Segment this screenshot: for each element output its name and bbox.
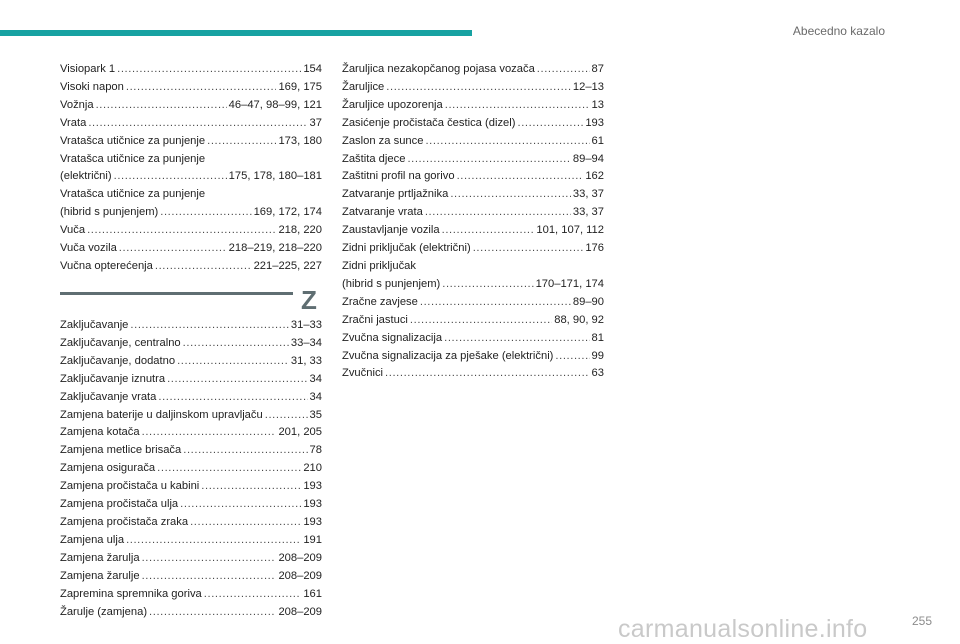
index-entry-row — [342, 133, 604, 151]
index-entry — [342, 240, 604, 258]
index-entry-title: Zvučna signalizacija za pješake (električni) — [342, 349, 554, 362]
index-entry — [60, 514, 322, 532]
index-entry-row — [60, 389, 322, 407]
index-entry — [342, 79, 604, 97]
index-entry-pages: 154 — [303, 63, 322, 75]
index-entry-heading: Zidni priključak — [342, 259, 416, 272]
dot-leader — [420, 294, 571, 312]
index-entry — [342, 97, 604, 115]
index-entry — [60, 151, 322, 187]
index-entry-title: Zamjena žarulje — [60, 569, 140, 582]
index-entry-row — [342, 312, 604, 330]
index-entry-pages: 169, 172, 174 — [253, 206, 322, 219]
dot-leader — [130, 317, 288, 335]
index-entry-title: Zvučna signalizacija — [342, 331, 443, 344]
index-entry-title: Zamjena metlice brisača — [60, 444, 182, 457]
index-entry-pages: 99 — [591, 349, 604, 362]
index-entry-title: Zamjena pročistača u kabini — [60, 480, 200, 493]
index-entry-title: Zamjena ulja — [60, 533, 125, 546]
index-entry-title: Zamjena pročistača ulja — [60, 498, 179, 511]
index-column-z — [60, 317, 322, 621]
index-entry-row — [60, 204, 322, 222]
index-entry-pages: 193 — [303, 515, 322, 528]
index-entry — [60, 389, 322, 407]
index-entry-pages: 37 — [309, 116, 322, 129]
index-entry — [342, 222, 604, 240]
index-entry-row — [60, 335, 322, 353]
index-entry — [60, 371, 322, 389]
index-entry — [342, 168, 604, 186]
index-entry-pages: 34 — [309, 390, 322, 403]
index-entry-title: Žarulje (zamjena) — [60, 605, 148, 618]
dot-leader — [119, 240, 227, 258]
index-entry-title: Zaključavanje — [60, 319, 129, 331]
index-entry-pages: 210 — [303, 462, 322, 475]
index-entry — [60, 222, 322, 240]
index-entry-pages: 31, 33 — [290, 354, 322, 367]
dot-leader — [450, 186, 571, 204]
index-entry-pages: 33–34 — [290, 336, 322, 349]
index-entry — [60, 460, 322, 478]
dot-leader — [126, 532, 301, 550]
dot-leader — [425, 133, 589, 151]
index-entry — [60, 186, 322, 222]
index-entry-row — [342, 294, 604, 312]
index-entry-title: Zvučnici — [342, 367, 384, 380]
index-entry-pages: 175, 178, 180–181 — [228, 170, 322, 183]
index-entry-pages: 169, 175 — [278, 80, 322, 93]
watermark: carmanualsonline.info — [618, 615, 868, 643]
dot-leader — [142, 568, 277, 586]
index-entry-row — [60, 550, 322, 568]
index-entry-pages: 221–225, 227 — [253, 259, 322, 272]
dot-leader — [114, 168, 227, 186]
dot-leader — [442, 276, 533, 294]
index-entry — [342, 312, 604, 330]
index-entry-row — [342, 186, 604, 204]
dot-leader — [442, 222, 535, 240]
index-entry-row — [342, 365, 604, 383]
index-entry — [342, 186, 604, 204]
index-entry — [60, 317, 322, 335]
dot-leader — [126, 79, 277, 97]
index-entry-pages: 61 — [591, 134, 604, 147]
index-entry — [60, 568, 322, 586]
dot-leader — [385, 365, 590, 383]
index-entry-title: Zračni jastuci — [342, 313, 408, 326]
index-entry-title: (električni) — [60, 170, 112, 183]
dot-leader — [445, 97, 590, 115]
index-entry-pages: 78 — [309, 444, 322, 457]
dot-leader — [87, 222, 276, 240]
index-entry-pages: 162 — [585, 170, 604, 183]
dot-leader — [555, 348, 589, 366]
index-entry — [60, 258, 322, 276]
index-entry-row — [60, 442, 322, 460]
index-entry — [60, 424, 322, 442]
index-entry — [60, 532, 322, 550]
dot-leader — [386, 79, 571, 97]
dot-leader — [473, 240, 584, 258]
index-entry-pages: 176 — [585, 242, 604, 255]
index-entry-pages: 89–90 — [572, 295, 604, 308]
index-entry — [60, 97, 322, 115]
index-entry-pages: 161 — [303, 587, 322, 600]
index-entry-title: Vuča vozila — [60, 242, 117, 255]
index-entry-pages: 46–47, 98–99, 121 — [228, 98, 322, 111]
index-entry-row — [342, 115, 604, 133]
index-entry-title: Žaruljice upozorenja — [342, 98, 443, 111]
index-entry-title: Zaštitni profil na gorivo — [342, 170, 455, 183]
index-entry-title: Zaustavljanje vozila — [342, 224, 440, 237]
index-entry-row — [342, 276, 604, 294]
index-entry — [60, 79, 322, 97]
dot-leader — [157, 460, 301, 478]
index-entry-row — [342, 79, 604, 97]
index-entry-title: Zidni priključak (električni) — [342, 242, 471, 255]
index-entry-heading: Vratašca utičnice za punjenje — [60, 152, 206, 165]
index-entry-row — [60, 424, 322, 442]
index-entry — [342, 294, 604, 312]
dot-leader — [207, 133, 276, 151]
index-entry-row — [60, 586, 322, 604]
dot-leader — [444, 330, 589, 348]
index-entry-pages: 31–33 — [290, 319, 322, 331]
index-entry-row — [60, 371, 322, 389]
index-entry-title: Zaslon za sunce — [342, 134, 424, 147]
index-entry-row — [342, 97, 604, 115]
index-entry-pages: 201, 205 — [278, 426, 322, 439]
dot-leader — [117, 61, 301, 79]
index-entry-row — [60, 407, 322, 425]
index-entry-pages: 170–171, 174 — [535, 277, 604, 290]
index-entry-row — [60, 61, 322, 79]
index-entry-title: Žaruljice — [342, 80, 385, 93]
index-entry — [60, 335, 322, 353]
dot-leader — [183, 335, 289, 353]
index-entry-row — [60, 240, 322, 258]
index-entry — [342, 258, 604, 294]
dot-leader — [183, 442, 307, 460]
index-entry-row — [60, 514, 322, 532]
index-entry-pages: 13 — [591, 98, 604, 111]
dot-leader — [142, 424, 277, 442]
index-entry-row — [342, 151, 604, 169]
index-column-right — [342, 61, 604, 383]
dot-leader — [160, 204, 251, 222]
dot-leader — [201, 478, 301, 496]
index-entry-pages: 208–209 — [278, 551, 322, 564]
dot-leader — [517, 115, 583, 133]
index-entry-row — [342, 61, 604, 79]
index-entry-title: Zaključavanje iznutra — [60, 372, 166, 385]
index-entry-row — [60, 353, 322, 371]
index-entry-row — [60, 97, 322, 115]
section-divider — [60, 292, 293, 295]
index-entry — [60, 604, 322, 622]
index-entry-title: Vuča — [60, 224, 86, 237]
index-entry-pages: 81 — [591, 331, 604, 344]
dot-leader — [158, 389, 307, 407]
index-entry-row — [60, 604, 322, 622]
index-entry-row — [60, 478, 322, 496]
index-entry — [342, 365, 604, 383]
index-entry-row — [342, 204, 604, 222]
index-entry-title: Zamjena kotača — [60, 426, 140, 439]
index-entry-pages: 63 — [591, 367, 604, 380]
index-entry-title: Zaključavanje vrata — [60, 390, 157, 403]
index-entry-title: Zračne zavjese — [342, 295, 418, 308]
index-entry-row — [60, 168, 322, 186]
index-entry-title: Zaključavanje, centralno — [60, 336, 181, 349]
index-entry-row — [60, 568, 322, 586]
index-entry-pages: 193 — [585, 116, 604, 129]
index-entry — [342, 115, 604, 133]
index-entry-pages: 208–209 — [278, 569, 322, 582]
index-entry-row — [60, 258, 322, 276]
page-header-title: Abecedno kazalo — [792, 24, 885, 38]
dot-leader — [537, 61, 590, 79]
index-entry-row — [60, 460, 322, 478]
index-entry-row — [60, 317, 322, 335]
index-entry-title: Vratašca utičnice za punjenje — [60, 134, 206, 147]
index-entry-title: Žaruljica nezakopčanog pojasa vozača — [342, 63, 535, 75]
index-entry — [60, 61, 322, 79]
header-accent-bar — [0, 30, 472, 36]
index-entry-title: Vožnja — [60, 98, 94, 111]
index-entry-title: Zaštita djece — [342, 152, 406, 165]
index-entry — [60, 586, 322, 604]
index-entry-pages: 87 — [591, 63, 604, 75]
index-entry — [342, 133, 604, 151]
index-entry-row — [60, 222, 322, 240]
dot-leader — [407, 151, 570, 169]
index-entry-pages: 218–219, 218–220 — [228, 242, 322, 255]
index-entry-title: Visiopark 1 — [60, 63, 116, 75]
index-entry — [60, 240, 322, 258]
index-entry — [60, 496, 322, 514]
index-entry — [342, 204, 604, 222]
index-entry-title: (hibrid s punjenjem) — [342, 277, 441, 290]
dot-leader — [457, 168, 584, 186]
index-entry-row — [60, 532, 322, 550]
dot-leader — [96, 97, 227, 115]
index-entry-row — [60, 496, 322, 514]
index-entry-title: Zasićenje pročistača čestica (dizel) — [342, 116, 516, 129]
index-entry-pages: 88, 90, 92 — [554, 313, 604, 326]
index-entry — [60, 442, 322, 460]
index-entry-row — [60, 115, 322, 133]
index-entry-pages: 33, 37 — [572, 206, 604, 219]
index-entry-title: Zapremina spremnika goriva — [60, 587, 202, 600]
dot-leader — [177, 353, 289, 371]
dot-leader — [88, 115, 307, 133]
index-entry-pages: 193 — [303, 480, 322, 493]
index-entry — [60, 133, 322, 151]
dot-leader — [149, 604, 276, 622]
index-entry — [342, 348, 604, 366]
index-entry-pages: 193 — [303, 498, 322, 511]
index-entry-title: Vučna opterećenja — [60, 259, 153, 272]
page-number: 255 — [911, 614, 932, 628]
dot-leader — [155, 258, 252, 276]
dot-leader — [190, 514, 301, 532]
index-entry-pages: 33, 37 — [572, 188, 604, 201]
index-entry-pages: 101, 107, 112 — [536, 224, 604, 237]
dot-leader — [204, 586, 302, 604]
index-column-left — [60, 61, 322, 276]
index-entry-row — [342, 240, 604, 258]
index-entry-pages: 191 — [303, 533, 322, 546]
index-entry — [342, 61, 604, 79]
index-entry-pages: 173, 180 — [278, 134, 322, 147]
index-entry-row — [342, 168, 604, 186]
index-entry-pages: 89–94 — [572, 152, 604, 165]
dot-leader — [265, 407, 308, 425]
dot-leader — [142, 550, 277, 568]
index-entry-title: Zamjena žarulja — [60, 551, 140, 564]
index-entry — [60, 550, 322, 568]
index-entry-row — [342, 348, 604, 366]
index-entry — [60, 115, 322, 133]
index-entry-title: Zatvaranje vrata — [342, 206, 423, 219]
index-entry — [342, 330, 604, 348]
dot-leader — [167, 371, 307, 389]
index-entry-row — [60, 133, 322, 151]
index-entry-heading: Vratašca utičnice za punjenje — [60, 188, 206, 201]
index-entry — [60, 407, 322, 425]
section-letter: Z — [301, 285, 317, 315]
dot-leader — [180, 496, 301, 514]
index-entry-row — [60, 79, 322, 97]
index-entry-title: Zatvaranje prtljažnika — [342, 188, 449, 201]
index-entry-title: Zamjena pročistača zraka — [60, 515, 189, 528]
dot-leader — [425, 204, 571, 222]
dot-leader — [410, 312, 552, 330]
index-entry-title: Visoki napon — [60, 80, 124, 93]
index-entry — [342, 151, 604, 169]
index-entry-pages: 218, 220 — [278, 224, 322, 237]
index-entry-pages: 12–13 — [572, 80, 604, 93]
index-entry-pages: 208–209 — [278, 605, 322, 618]
index-entry-title: Vrata — [60, 116, 87, 129]
index-entry — [60, 478, 322, 496]
index-entry-title: Zamjena baterije u daljinskom upravljaču — [60, 408, 263, 421]
index-entry-row — [342, 330, 604, 348]
index-entry-title: Zaključavanje, dodatno — [60, 354, 176, 367]
index-entry-pages: 34 — [309, 372, 322, 385]
index-entry — [60, 353, 322, 371]
index-entry-title: (hibrid s punjenjem) — [60, 206, 159, 219]
index-entry-pages: 35 — [309, 408, 322, 421]
index-entry-title: Zamjena osigurača — [60, 462, 156, 475]
index-entry-row — [342, 222, 604, 240]
